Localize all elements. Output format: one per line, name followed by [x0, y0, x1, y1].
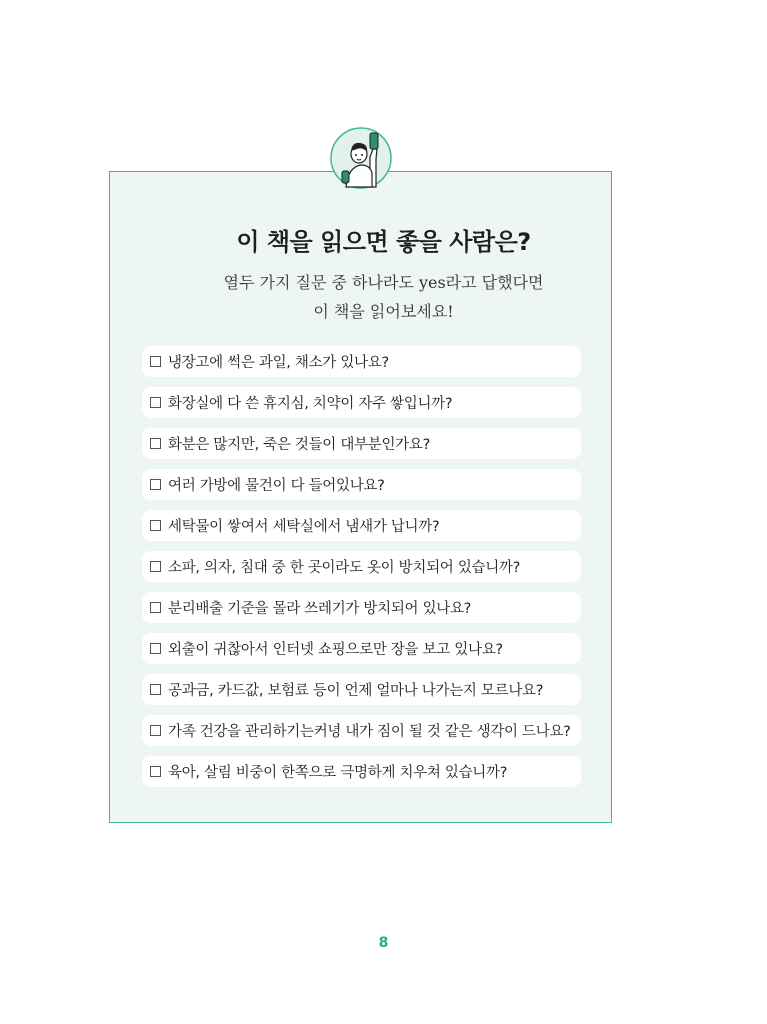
checklist-item [142, 551, 581, 582]
checklist [142, 346, 581, 797]
checklist-item [142, 756, 581, 787]
checklist-item-text: 육아, 살림 비중이 한쪽으로 극명하게 치우쳐 있습니까? [168, 765, 508, 781]
checkbox-icon [150, 397, 161, 408]
checklist-item-text: 소파, 의자, 침대 중 한 곳이라도 옷이 방치되어 있습니까? [168, 560, 521, 576]
checklist-item-text: 외출이 귀찮아서 인터넷 쇼핑으로만 장을 보고 있나요? [168, 642, 503, 658]
checkbox-icon [150, 561, 161, 572]
subtitle-line-2: 이 책을 읽어보세요! [313, 302, 454, 321]
checkbox-icon [150, 602, 161, 613]
subtitle-line-1: 열두 가지 질문 중 하나라도 yes라고 답했다면 [223, 273, 544, 292]
checklist-item [142, 469, 581, 500]
checklist-item [142, 428, 581, 459]
checkbox-icon [150, 520, 161, 531]
checkbox-icon [150, 643, 161, 654]
checklist-item-text: 냉장고에 썩은 과일, 채소가 있나요? [168, 355, 389, 371]
subtitle [0, 268, 767, 326]
checkbox-icon [150, 438, 161, 449]
checklist-item [142, 510, 581, 541]
checkbox-icon [150, 356, 161, 367]
checklist-item-text: 분리배출 기준을 몰라 쓰레기가 방치되어 있나요? [168, 601, 472, 617]
checklist-item [142, 674, 581, 705]
page-number: 8 [378, 935, 389, 951]
person-raising-hand-icon [330, 127, 392, 189]
checkbox-icon [150, 725, 161, 736]
checklist-item-text: 가족 건강을 관리하기는커녕 내가 짐이 될 것 같은 생각이 드나요? [168, 724, 571, 740]
checklist-item-text: 화장실에 다 쓴 휴지심, 치약이 자주 쌓입니까? [168, 396, 453, 412]
checklist-item [142, 633, 581, 664]
checkbox-icon [150, 766, 161, 777]
checklist-item-text: 공과금, 카드값, 보험료 등이 언제 얼마나 나가는지 모르나요? [168, 683, 544, 699]
checklist-item-text: 여러 가방에 물건이 다 들어있나요? [168, 478, 385, 494]
checklist-item [142, 715, 581, 746]
checklist-item [142, 346, 581, 377]
page-title: 이 책을 읽으면 좋을 사람은? [236, 228, 531, 256]
checkbox-icon [150, 684, 161, 695]
checklist-item-text: 화분은 많지만, 죽은 것들이 대부분인가요? [168, 437, 430, 453]
checklist-item [142, 592, 581, 623]
checklist-item [142, 387, 581, 418]
checklist-item-text: 세탁물이 쌓여서 세탁실에서 냄새가 납니까? [168, 519, 440, 535]
checkbox-icon [150, 479, 161, 490]
